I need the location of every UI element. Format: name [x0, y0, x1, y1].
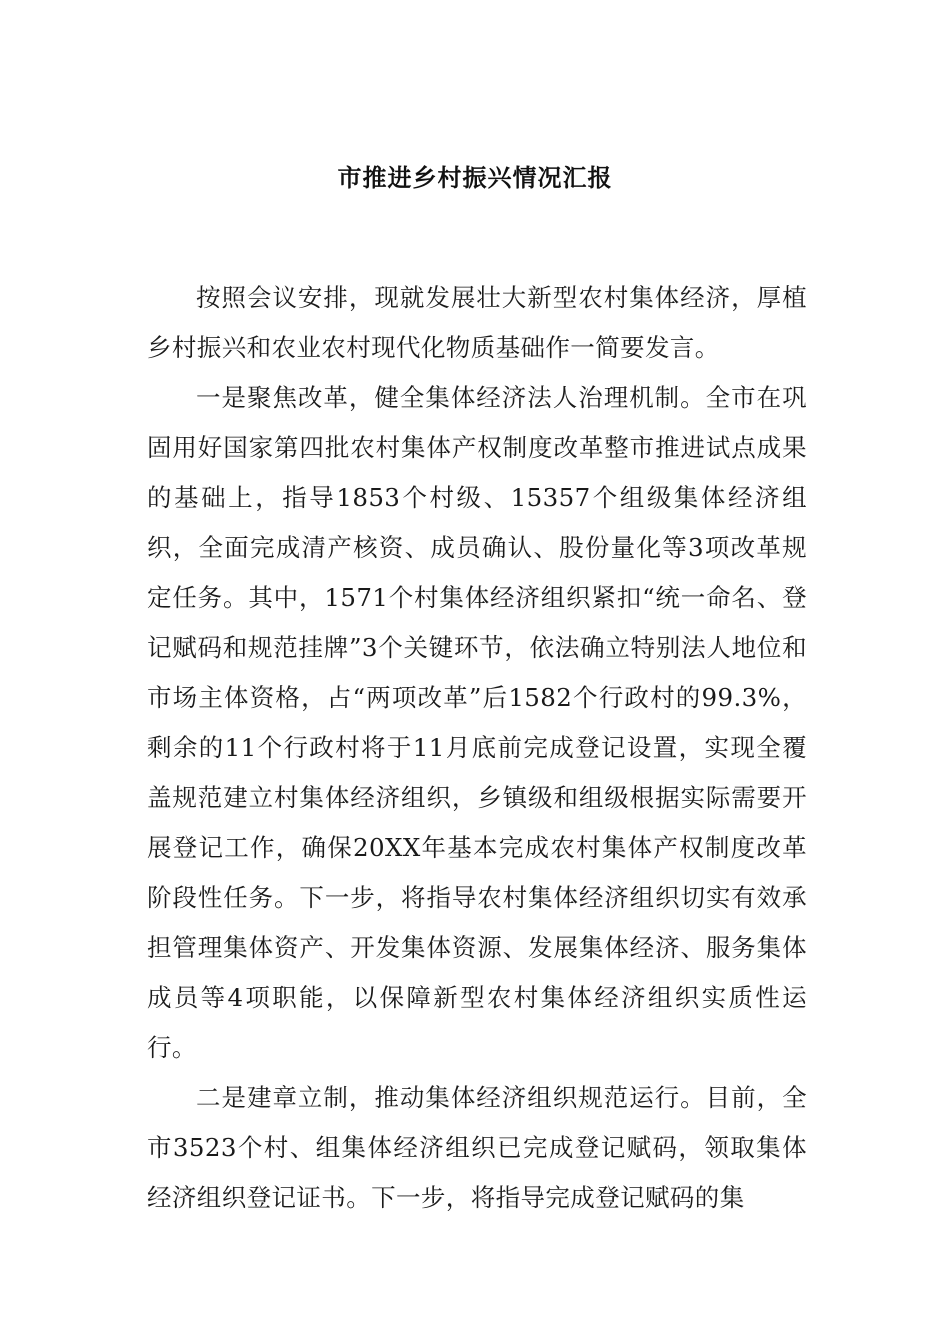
- paragraph-regulation: 二是建章立制，推动集体经济组织规范运行。目前，全市3523个村、组集体经济组织已完成登记赋码，领取集体经济组织登记证书。下一步，将指导完成登记赋码的集: [147, 1083, 807, 1212]
- paragraph-reform: 一是聚焦改革，健全集体经济法人治理机制。全市在巩固用好国家第四批农村集体产权制度改革整市推进试点成果的基础上，指导1853个村级、15357个组级集体经济组织，全面完成清产核资、成员确认、股份量化等3项改革规定任务。其中，1571个村集体经济组织紧扣“统一命名、登记赋码和规范挂牌”3个关键环节，依法确立特别法人地位和市场主体资格，占“两项改革”后1582个行政村的99.3%，剩余的11个行政村将于11月底前完成登记设置，实现全覆盖规范建立村集体经济组织，乡镇级和组级根据实际需要开展登记工作，确保20XX年基本完成农村集体产权制度改革阶段性任务。下一步，将指导农村集体经济组织切实有效承担管理集体资产、开发集体资源、发展集体经济、服务集体成员等4项职能，以保障新型农村集体经济组织实质性运行。: [147, 383, 807, 1062]
- paragraph-intro: 按照会议安排，现就发展壮大新型农村集体经济，厚植乡村振兴和农业农村现代化物质基础作一简要发言。: [147, 283, 807, 362]
- document-title: 市推进乡村振兴情况汇报: [337, 163, 613, 192]
- document-body: [147, 273, 807, 1223]
